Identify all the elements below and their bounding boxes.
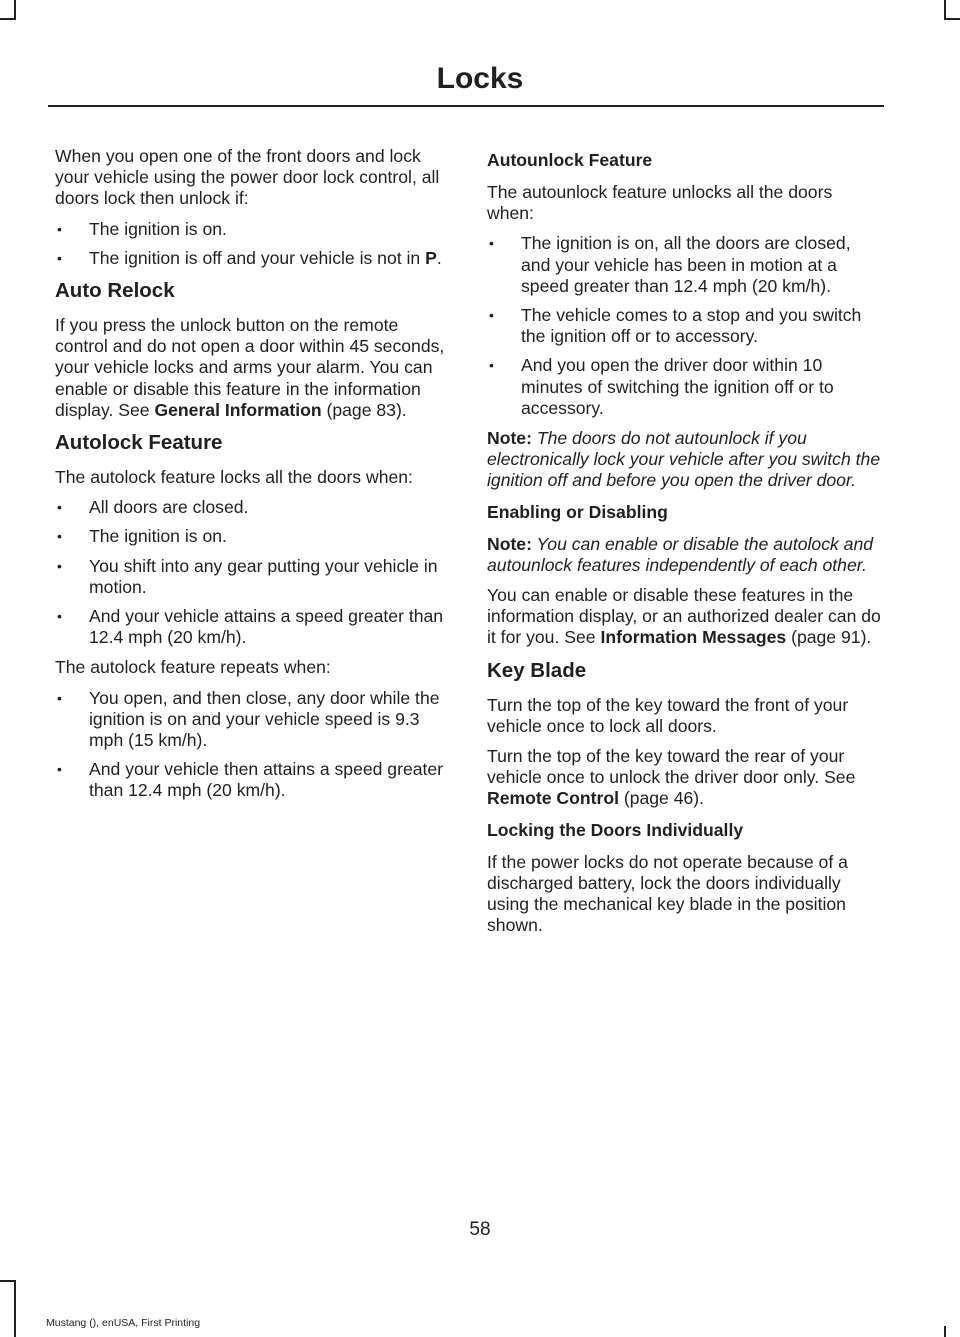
note-enabling: Note: You can enable or disable the autolock and autounlock features independently of each other. <box>487 533 874 575</box>
gear-position-p: P <box>425 247 437 268</box>
intro-paragraph: When you open one of the front doors and lock your vehicle using the power door lock control, all doors lock then unlock if: <box>55 146 440 209</box>
auto-relock-paragraph: If you press the unlock button on the remote control and do not open a door within 45 seconds, your vehicle locks and arms your alarm. You can enable or disable this feature in the information display. See General Information (page 83). <box>55 315 445 420</box>
repeats-list <box>55 688 450 802</box>
list-item: • You shift into any gear putting your vehicle in motion. <box>55 556 450 598</box>
key-blade-heading: Key Blade <box>487 658 587 682</box>
autounlock-heading: Autounlock Feature <box>487 150 653 170</box>
header-divider <box>48 105 884 107</box>
key-blade-paragraph-1: Turn the top of the key toward the front of your vehicle once to lock all doors. <box>487 694 849 736</box>
list-item: • You open, and then close, any door while the ignition is on and your vehicle speed is 9.3 mph (15 km/h). <box>55 688 450 752</box>
list-item: • The ignition is on. <box>55 219 450 240</box>
list-item: • All doors are closed. <box>55 497 450 518</box>
page-number: 58 <box>469 1219 491 1240</box>
crop-mark <box>944 0 946 20</box>
list-item: • And you open the driver door within 10 minutes of switching the ignition off or to accessory. <box>487 355 882 419</box>
list-item: • The ignition is on, all the doors are closed, and your vehicle has been in motion at a speed greater than 12.4 mph (20 km/h). <box>487 233 882 297</box>
individually-paragraph: If the power locks do not operate because of a discharged battery, lock the doors individually using the mechanical key blade in the position shown. <box>487 851 848 936</box>
list-item: • The ignition is off and your vehicle is not in P. <box>55 248 450 269</box>
key-blade-paragraph-2: Turn the top of the key toward the rear of your vehicle once to unlock the driver door only. See Remote Control (page 46). <box>487 746 856 809</box>
crop-mark <box>14 1280 16 1337</box>
list-item: • The ignition is on. <box>55 526 450 547</box>
autolock-paragraph: The autolock feature locks all the doors when: <box>55 467 413 488</box>
crop-mark <box>0 1280 16 1282</box>
intro-list <box>55 219 450 269</box>
list-item: • And your vehicle then attains a speed greater than 12.4 mph (20 km/h). <box>55 759 450 801</box>
crop-mark <box>0 18 16 20</box>
edition-footer: Mustang (), enUSA, First Printing <box>46 1317 201 1329</box>
crop-mark <box>14 0 16 20</box>
right-column <box>487 146 882 945</box>
note-autounlock: Note: The doors do not autounlock if you electronically lock your vehicle after you switch the ignition off and before you open the driver door. <box>487 428 881 491</box>
autolock-heading: Autolock Feature <box>55 431 223 455</box>
page-header <box>0 62 960 96</box>
remote-control-link[interactable]: Remote Control <box>487 788 619 809</box>
crop-mark <box>944 18 960 20</box>
individually-heading: Locking the Doors Individually <box>487 819 744 840</box>
page-title: Locks <box>436 62 524 95</box>
list-item: • The vehicle comes to a stop and you switch the ignition off or to accessory. <box>487 305 882 347</box>
auto-relock-heading: Auto Relock <box>55 279 175 303</box>
left-column <box>55 146 450 811</box>
list-item: • And your vehicle attains a speed greater than 12.4 mph (20 km/h). <box>55 606 450 648</box>
general-information-link[interactable]: General Information <box>154 399 322 420</box>
repeats-paragraph: The autolock feature repeats when: <box>55 657 331 678</box>
autounlock-paragraph: The autounlock feature unlocks all the doors when: <box>487 182 833 224</box>
autounlock-list <box>487 233 882 419</box>
autolock-list <box>55 497 450 648</box>
crop-mark <box>944 1326 946 1337</box>
information-messages-link[interactable]: Information Messages <box>600 627 787 648</box>
enabling-paragraph: You can enable or disable these features in the information display, or an authorized dealer can do it for you. See Information Messages (page 91). <box>487 585 881 648</box>
enabling-heading: Enabling or Disabling <box>487 501 668 522</box>
